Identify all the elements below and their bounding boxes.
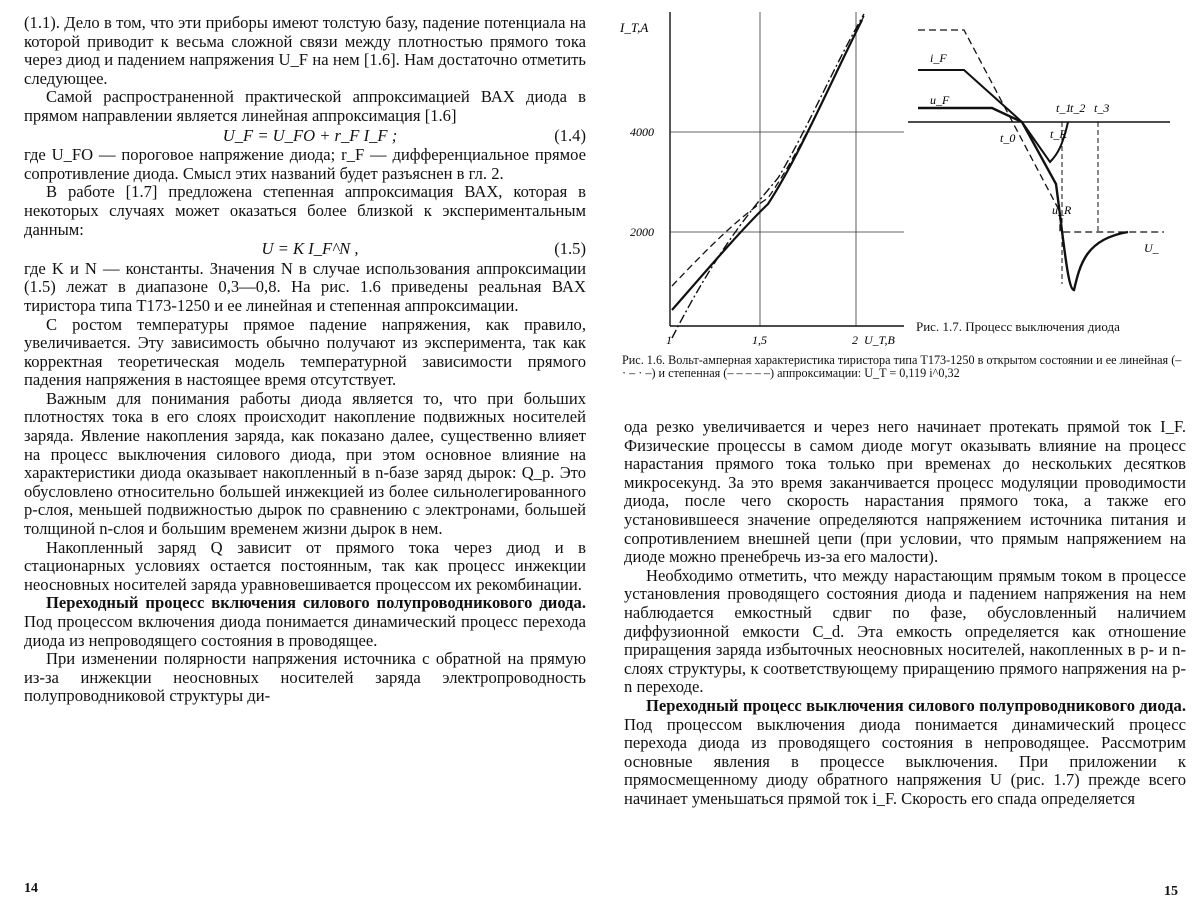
paragraph-p9 (24, 594, 586, 650)
label-uR: u_R (1052, 203, 1072, 217)
equation-body: U = K I_F^N , (261, 239, 359, 259)
paragraph-p2 (24, 88, 586, 125)
label-t1: t_1 (1056, 101, 1072, 115)
x-axis-label: U_T,B (864, 333, 895, 347)
paragraph-text: (1.1). Дело в том, что эти приборы имеют толстую базу, падение потенциала на которой приводит к весьма сложной связи между плотностью прямого тока через диод и падением напряжения U_F на нем [1.6]. Нам достаточно отметить следующее. (24, 13, 586, 88)
paragraph-text: В работе [1.7] предложена степенная аппроксимация ВАХ, которая в некоторых случаях может оказаться более близкой к экспериментальным данным: (24, 182, 586, 239)
paragraph-r1 (624, 418, 1186, 567)
x-tick-2: 2 (852, 333, 858, 347)
source-voltage-dashed (918, 30, 1164, 232)
paragraph-text: Необходимо отметить, что между нарастающим прямым током в процессе установления проводящего состояния диода и падением напряжения на нем наблюдается емкостный сдвиг по фазе, обусловленный наличием диффузионной емкости C_d. Эта емкость определяется как отношение приращения заряда избыточных неосновных носителей, накопленных в p- и n-слоях структуры, к соответствующему приращению прямого напряжения на p-n переходе. (624, 565, 1186, 697)
paragraph-text: Самой распространенной практической аппроксимацией ВАХ диода в прямом направлении является линейная аппроксимация [1.6] (24, 87, 586, 125)
label-t3: t_3 (1094, 101, 1110, 115)
figure-1-6-caption: Рис. 1.6. Вольт-амперная характеристика тиристора типа Т173-1250 в открытом состоянии и ее линейная (– · – · –) и степенная (– – – – –) аппроксимации: U_T = 0,119 i^0,32 (622, 353, 1182, 380)
figure-1-7-caption: Рис. 1.7. Процесс выключения диода (916, 319, 1120, 334)
vac-curve-real (672, 20, 862, 310)
y-tick-2000: 2000 (630, 225, 654, 239)
page-number-left: 14 (24, 881, 38, 896)
equation-number: (1.4) (554, 125, 586, 145)
current-iF-curve (918, 70, 1068, 162)
paragraph-p6 (24, 316, 586, 390)
paragraph-text: Накопленный заряд Q зависит от прямого тока через диод и в стационарных условиях остается постоянным, так как процесс инжекции неосновных носителей заряда уравновешивается процессом их рекомбинации. (24, 537, 586, 594)
label-U: U_ (1144, 241, 1159, 255)
x-tick-1-5: 1,5 (752, 333, 767, 347)
label-uF: u_F (930, 93, 950, 107)
x-tick-1: 1 (666, 333, 672, 347)
y-axis-label: I_T,A (620, 20, 649, 35)
paragraph-p4 (24, 183, 586, 239)
paragraph-text: Важным для понимания работы диода является то, что при больших плотностях тока в его слоях происходит накопление подвижных носителей заряда. Явление накопления заряда, как показано далее, существенно влияет на процесс выключения силового диода, при этом основное влияние на характеристики диода оказывает накопленный в n-базе заряд дырок: Q_p. Это обусловлено относительно большей инжекцией из более сильнолегированного p-слоя, меньшей подвижностью дырок по сравнению с электронами, большей толщиной n-слоя и большим временем жизни дырок в нем. (24, 388, 586, 539)
paragraph-p8 (24, 539, 586, 595)
equation-number: (1.5) (554, 239, 586, 259)
paragraph-r2 (624, 567, 1186, 697)
figure-1-7-diagram (908, 14, 1188, 314)
paragraph-text: где K и N — константы. Значения N в случае использования аппроксимации (1.5) лежат в диапазоне 0,3—0,8. На рис. 1.6 приведены реальная ВАХ тиристора типа Т173-1250 и ее линейная и степенная аппроксимации. (24, 258, 586, 315)
paragraph-p10 (24, 650, 586, 706)
paragraph-text: Под процессом выключения диода понимается динамический процесс перехода диода из проводящего состояния в непроводящее. Рассмотрим основные явления в процессе выключения. При приложении к прямосмещенному диоду обратного напряжения U (рис. 1.7) прежде всего начинает уменьшаться прямой ток i_F. Скорость его спада определяется (624, 714, 1186, 808)
label-tR: t_R (1050, 127, 1067, 141)
vac-curve-linear-approx (672, 14, 864, 338)
left-text-column (24, 14, 586, 706)
label-t2: t_2 (1070, 101, 1086, 115)
right-page (618, 0, 1198, 907)
equation-eq14 (24, 127, 586, 146)
page-number-right: 15 (1164, 884, 1178, 899)
paragraph-p3 (24, 146, 586, 183)
label-t0: t_0 (1000, 131, 1016, 145)
label-iF: i_F (930, 51, 947, 65)
paragraph-p7 (24, 390, 586, 539)
paragraph-text: Под процессом включения диода понимается динамический процесс перехода диода из непроводящего состояния в проводящее. (24, 612, 586, 650)
vac-curve-power-approx (672, 16, 864, 286)
equation-eq15 (24, 240, 586, 259)
section-heading: Переходный процесс выключения силового полупроводникового диода. (646, 695, 1186, 715)
figure-1-6-chart (618, 8, 908, 368)
paragraph-r3 (624, 697, 1186, 809)
right-text-column (624, 418, 1186, 808)
paragraph-text: При изменении полярности напряжения источника с обратной на прямую из-за инжекции неосновных носителей заряда электропроводность полупроводниковой структуры ди- (24, 649, 586, 706)
paragraph-text: где U_FO — пороговое напряжение диода; r_F — дифференциальное прямое сопротивление диода. Смысл этих названий будет разъяснен в гл. 2. (24, 145, 586, 183)
section-heading: Переходный процесс включения силового полупроводникового диода. (46, 593, 586, 613)
paragraph-p1 (24, 14, 586, 88)
paragraph-p5 (24, 260, 586, 316)
paragraph-text: ода резко увеличивается и через него начинает протекать прямой ток I_F. Физические процессы в самом диоде могут оказывать влияние на процесс нарастания прямого тока только при временах до нескольких десятков микросекунд. За это время заканчивается процесс модуляции проводимости диода, после чего скорость нарастания прямого тока, а также его установившееся значение определяются напряжением источника питания и сопротивлением внешней цепи (при условии, что прямым напряжением на диоде можно пренебречь из-за его малости). (624, 417, 1186, 567)
voltage-uR-curve (918, 108, 1128, 290)
y-tick-4000: 4000 (630, 125, 654, 139)
left-page (18, 0, 598, 907)
equation-body: U_F = U_FO + r_F I_F ; (222, 125, 398, 145)
paragraph-text: С ростом температуры прямое падение напряжения, как правило, увеличивается. Эту зависимость обычно получают из эксперимента, так как корректная теоретическая модель температурной зависимости прямого падения напряжения в настоящее время отсутствует. (24, 314, 586, 390)
